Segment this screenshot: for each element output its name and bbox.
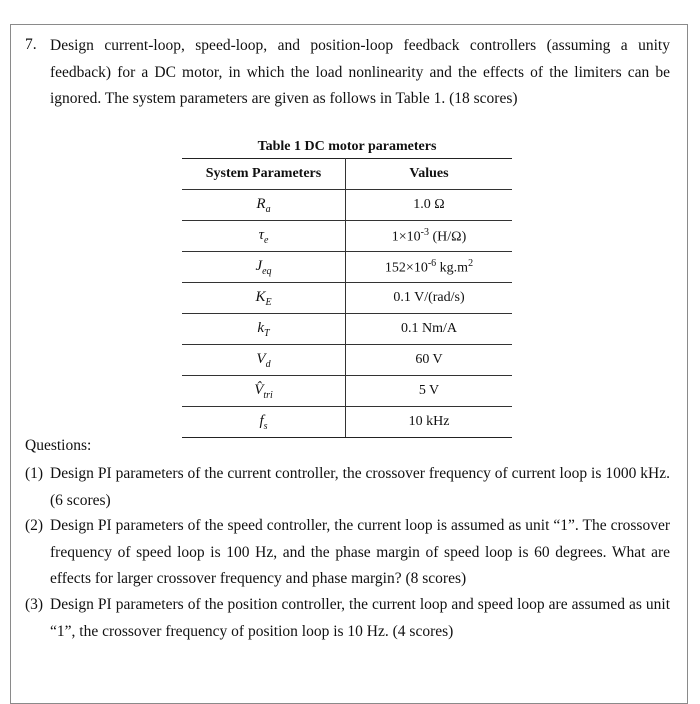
param-symbol: $V_d$	[182, 345, 346, 376]
param-symbol: $V̂_{tri}$	[182, 376, 346, 407]
param-value: 10 kHz	[346, 407, 513, 438]
param-symbol: $k_T$	[182, 314, 346, 345]
table-row	[182, 252, 512, 283]
question-item	[25, 461, 670, 514]
table-row	[182, 345, 512, 376]
question-label: (3)	[25, 596, 44, 613]
parameters-table	[182, 158, 512, 438]
header-system-parameters: System Parameters	[182, 159, 346, 190]
param-value: 0.1 V/(rad/s)	[346, 283, 513, 314]
table-row	[182, 314, 512, 345]
table-row	[182, 221, 512, 252]
table-caption: Table 1 DC motor parameters	[257, 139, 437, 154]
param-symbol: $K_E$	[182, 283, 346, 314]
param-value: 60 V	[346, 345, 513, 376]
table-row	[182, 407, 512, 438]
param-value: $1\times 10^{-3}$ (H/Ω)	[346, 221, 513, 252]
problem-intro: Design current-loop, speed-loop, and position-loop feedback controllers (assuming a unity feedback) for a DC motor, in which the load nonlinearity and the effects of the limiters can be ignored. The system parameters are given as follows in Table 1. (18 scores)	[50, 37, 670, 107]
table-row	[182, 283, 512, 314]
question-text: Design PI parameters of the speed controller, the current loop is assumed as unit “1”. The crossover frequency of speed loop is 100 Hz, and the phase margin of speed loop is 60 degrees. What are effects for larger crossover frequency and phase margin? (8 scores)	[50, 517, 670, 587]
param-symbol: $\tau_e$	[182, 221, 346, 252]
table-row	[182, 376, 512, 407]
questions-heading: Questions:	[25, 437, 92, 454]
question-label: (2)	[25, 517, 44, 534]
question-item	[25, 513, 670, 593]
param-symbol: $f_s$	[182, 407, 346, 438]
question-text: Design PI parameters of the position controller, the current loop and speed loop are assumed as unit “1”, the crossover frequency of position loop is 10 Hz. (4 scores)	[50, 596, 670, 640]
param-value: 1.0 Ω	[346, 190, 513, 221]
table-row	[182, 190, 512, 221]
header-values: Values	[346, 159, 513, 190]
table-header-row	[182, 159, 512, 190]
param-value: $152\times 10^{-6}$ $kg.m^2$	[346, 252, 513, 283]
param-symbol: $J_{eq}$	[182, 252, 346, 283]
question-item	[25, 592, 670, 645]
problem-number: 7.	[25, 36, 37, 53]
param-value: 0.1 Nm/A	[346, 314, 513, 345]
param-symbol: $R_a$	[182, 190, 346, 221]
question-label: (1)	[25, 465, 44, 482]
param-value: 5 V	[346, 376, 513, 407]
question-text: Design PI parameters of the current controller, the crossover frequency of current loop is 1000 kHz. (6 scores)	[50, 465, 670, 509]
